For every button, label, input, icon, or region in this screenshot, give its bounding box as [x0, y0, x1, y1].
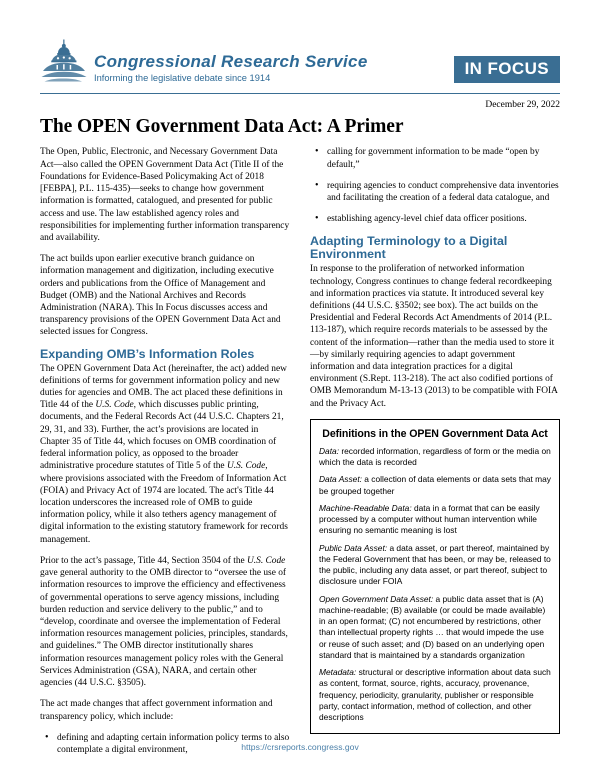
right-column [310, 146, 560, 734]
definition-entry [319, 446, 551, 469]
section-heading-expanding-omb: Expanding OMB’s Information Roles [40, 346, 255, 361]
list-item: • establishing agency-level chief data officer positions. [310, 213, 560, 225]
brand-text-block [94, 53, 368, 86]
definition-entry [319, 543, 551, 588]
definition-term: Public Data Asset: [319, 542, 388, 553]
definition-term: Data Asset: [319, 474, 362, 485]
definition-text: structural or descriptive information about data such as content, format, source, rights, accuracy, provenance, frequency, periodicity, granularity, publisher or responsible party, contact information, method of collection, and other descriptions [319, 667, 551, 723]
crs-reports-link[interactable]: https://crsreports.congress.gov [241, 742, 359, 752]
definition-term: Metadata: [319, 667, 357, 678]
list-item: • calling for government information to be made “open by default,” [310, 146, 560, 170]
definition-text: data in a format that can be easily processed by a computer without human intervention while ensuring no semantic meaning is lost [319, 502, 540, 536]
usc-italic-c: U.S. Code [247, 555, 286, 566]
definition-text: recorded information, regardless of form or the media on which the data is recorded [319, 445, 551, 468]
page-title: The OPEN Government Data Act: A Primer [40, 116, 404, 137]
left-column [40, 146, 290, 765]
in-focus-badge: IN FOCUS [454, 56, 560, 83]
footer [0, 737, 600, 755]
prior-text-b: gave general authority to the OMB director to “oversee the use of information resources to improve the efficiency and effectiveness of governmental operations to serve agency missions, including burden reduction and service delivery to the public,” and to “develop, coordinate and oversee the implementation of Federal information resources management policies, principles, standards, and guidelines.” The OMB director institutionally shares information resources management policy roles with the General Services Administration (GSA), NARA, and certain other agencies (44 U.S.C. §3505). [40, 568, 288, 689]
crs-brand [40, 38, 368, 86]
terminology-paragraph: In response to the proliferation of networked information technology, Congress continues to change federal recordkeeping and information practices via statute. It introduced several key definitions (44 U.S.C. §3502; see box). The act builds on the Presidential and Federal Records Act Amendments of 2014 (P.L. 113-187), which require records materials to be assessed by the content of the information—rather than the media used to store it—by similarly requiring agencies to adapt government information and data integration practices for a digital environment (S.Rept. 113-218). The act also codified portions of OMB Memorandum M-13-13 (2013) to be compatible with FOIA and the Privacy Act. [310, 264, 558, 409]
definition-entry [319, 503, 551, 537]
definition-term: Data: [319, 445, 340, 456]
prior-text-a: Prior to the act’s passage, Title 44, Section 3504 of the [40, 555, 248, 566]
definitions-box-title: Definitions in the OPEN Government Data Act [322, 427, 548, 440]
list-item: • defining and adapting certain information policy terms to also contemplate a digital environment, [40, 732, 290, 756]
usc-italic-a: U.S. Code [95, 400, 134, 411]
crs-tagline: Informing the legislative debate since 1914 [94, 72, 271, 83]
document-date: December 29, 2022 [485, 100, 560, 110]
changes-lead-paragraph: The act made changes that affect government information and transparency policy, which include: [40, 699, 273, 722]
intro-paragraph: The Open, Public, Electronic, and Necessary Government Data Act—also called the OPEN Government Data Act (Title II of the Foundations for Evidence-Based Policymaking Act of 2018 [FEBPA], P.L. 115-435)—seeks to change how government information is formatted, catalogued, and presented for public access and use. The law established agency roles and responsibilities for implementing further information transparency and availability. [40, 147, 290, 243]
definition-text: a data asset, or part thereof, maintained by the Federal Government that has been, or may be, released to the public, including any data asset, or part thereof, subject to disclosure under FOIA [319, 542, 551, 587]
masthead-divider [40, 93, 560, 94]
usc-italic-b: U.S. Code [226, 461, 266, 472]
definition-entry [319, 667, 551, 723]
body-columns [40, 146, 560, 765]
definition-entry [319, 594, 551, 662]
background-paragraph: The act builds upon earlier executive branch guidance on information management and digitization, including executive orders and publications from the Office of Management and Budget (OMB) and the National Archives and Records Administration (NARA). This In Focus discusses access and transparency provisions of the OPEN Government Data Act and selected issues for Congress. [40, 254, 281, 338]
definition-term: Machine-Readable Data: [319, 502, 412, 513]
definitions-box [310, 419, 560, 735]
crs-organization-name: Congressional Research Service [94, 52, 368, 72]
definitions-text-a: The OPEN Government Data Act (hereinafter, the act) added new definitions of terms for government information policy and new duties for agencies and OMB. The act placed these definitions in Title 44 of the [40, 363, 287, 411]
definition-text: a collection of data elements or data sets that may be grouped together [319, 474, 551, 496]
definitions-text-c: , where provisions associated with the Freedom of Information Act (FOIA) and Privacy Act of 1974 are located. The act's Title 44 location underscores the increased role of OMB to guide information policy, while it also tethers agency management of digital information to the existing statutory framework for records management. [40, 461, 288, 545]
list-item: • requiring agencies to conduct comprehensive data inventories and facilitating the creation of a federal data catalogue, and [310, 180, 560, 204]
capitol-dome-icon [40, 38, 88, 86]
definition-entry [319, 474, 551, 497]
right-bullet-list [310, 146, 560, 225]
definitions-text-b: , which discusses public printing, documents, and the Federal Records Act (44 U.S.C. Chapters 21, 29, 31, and 33). Further, the act’s provisions are located in Chapter 35 of Title 44, which focuses on OMB coordination of federal information policy, as opposed to the broader administrative procedure statutes of Title 5 of the [40, 400, 284, 472]
masthead [40, 0, 560, 86]
definitions-paragraph [40, 363, 290, 546]
definition-term: Open Government Data Asset: [319, 593, 434, 604]
definition-text: a public data asset that is (A) machine-readable; (B) available (or could be made available) in an open format; (C) not encumbered by restrictions, other than intellectual property rights … that would impede the use or reuse of such asset; and (D) based on an underlying open standard that is maintained by a standards organization [319, 593, 546, 660]
section-heading-adapting-terminology: Adapting Terminology to a Digital Environment [310, 233, 508, 262]
prior-authority-paragraph [40, 555, 290, 689]
